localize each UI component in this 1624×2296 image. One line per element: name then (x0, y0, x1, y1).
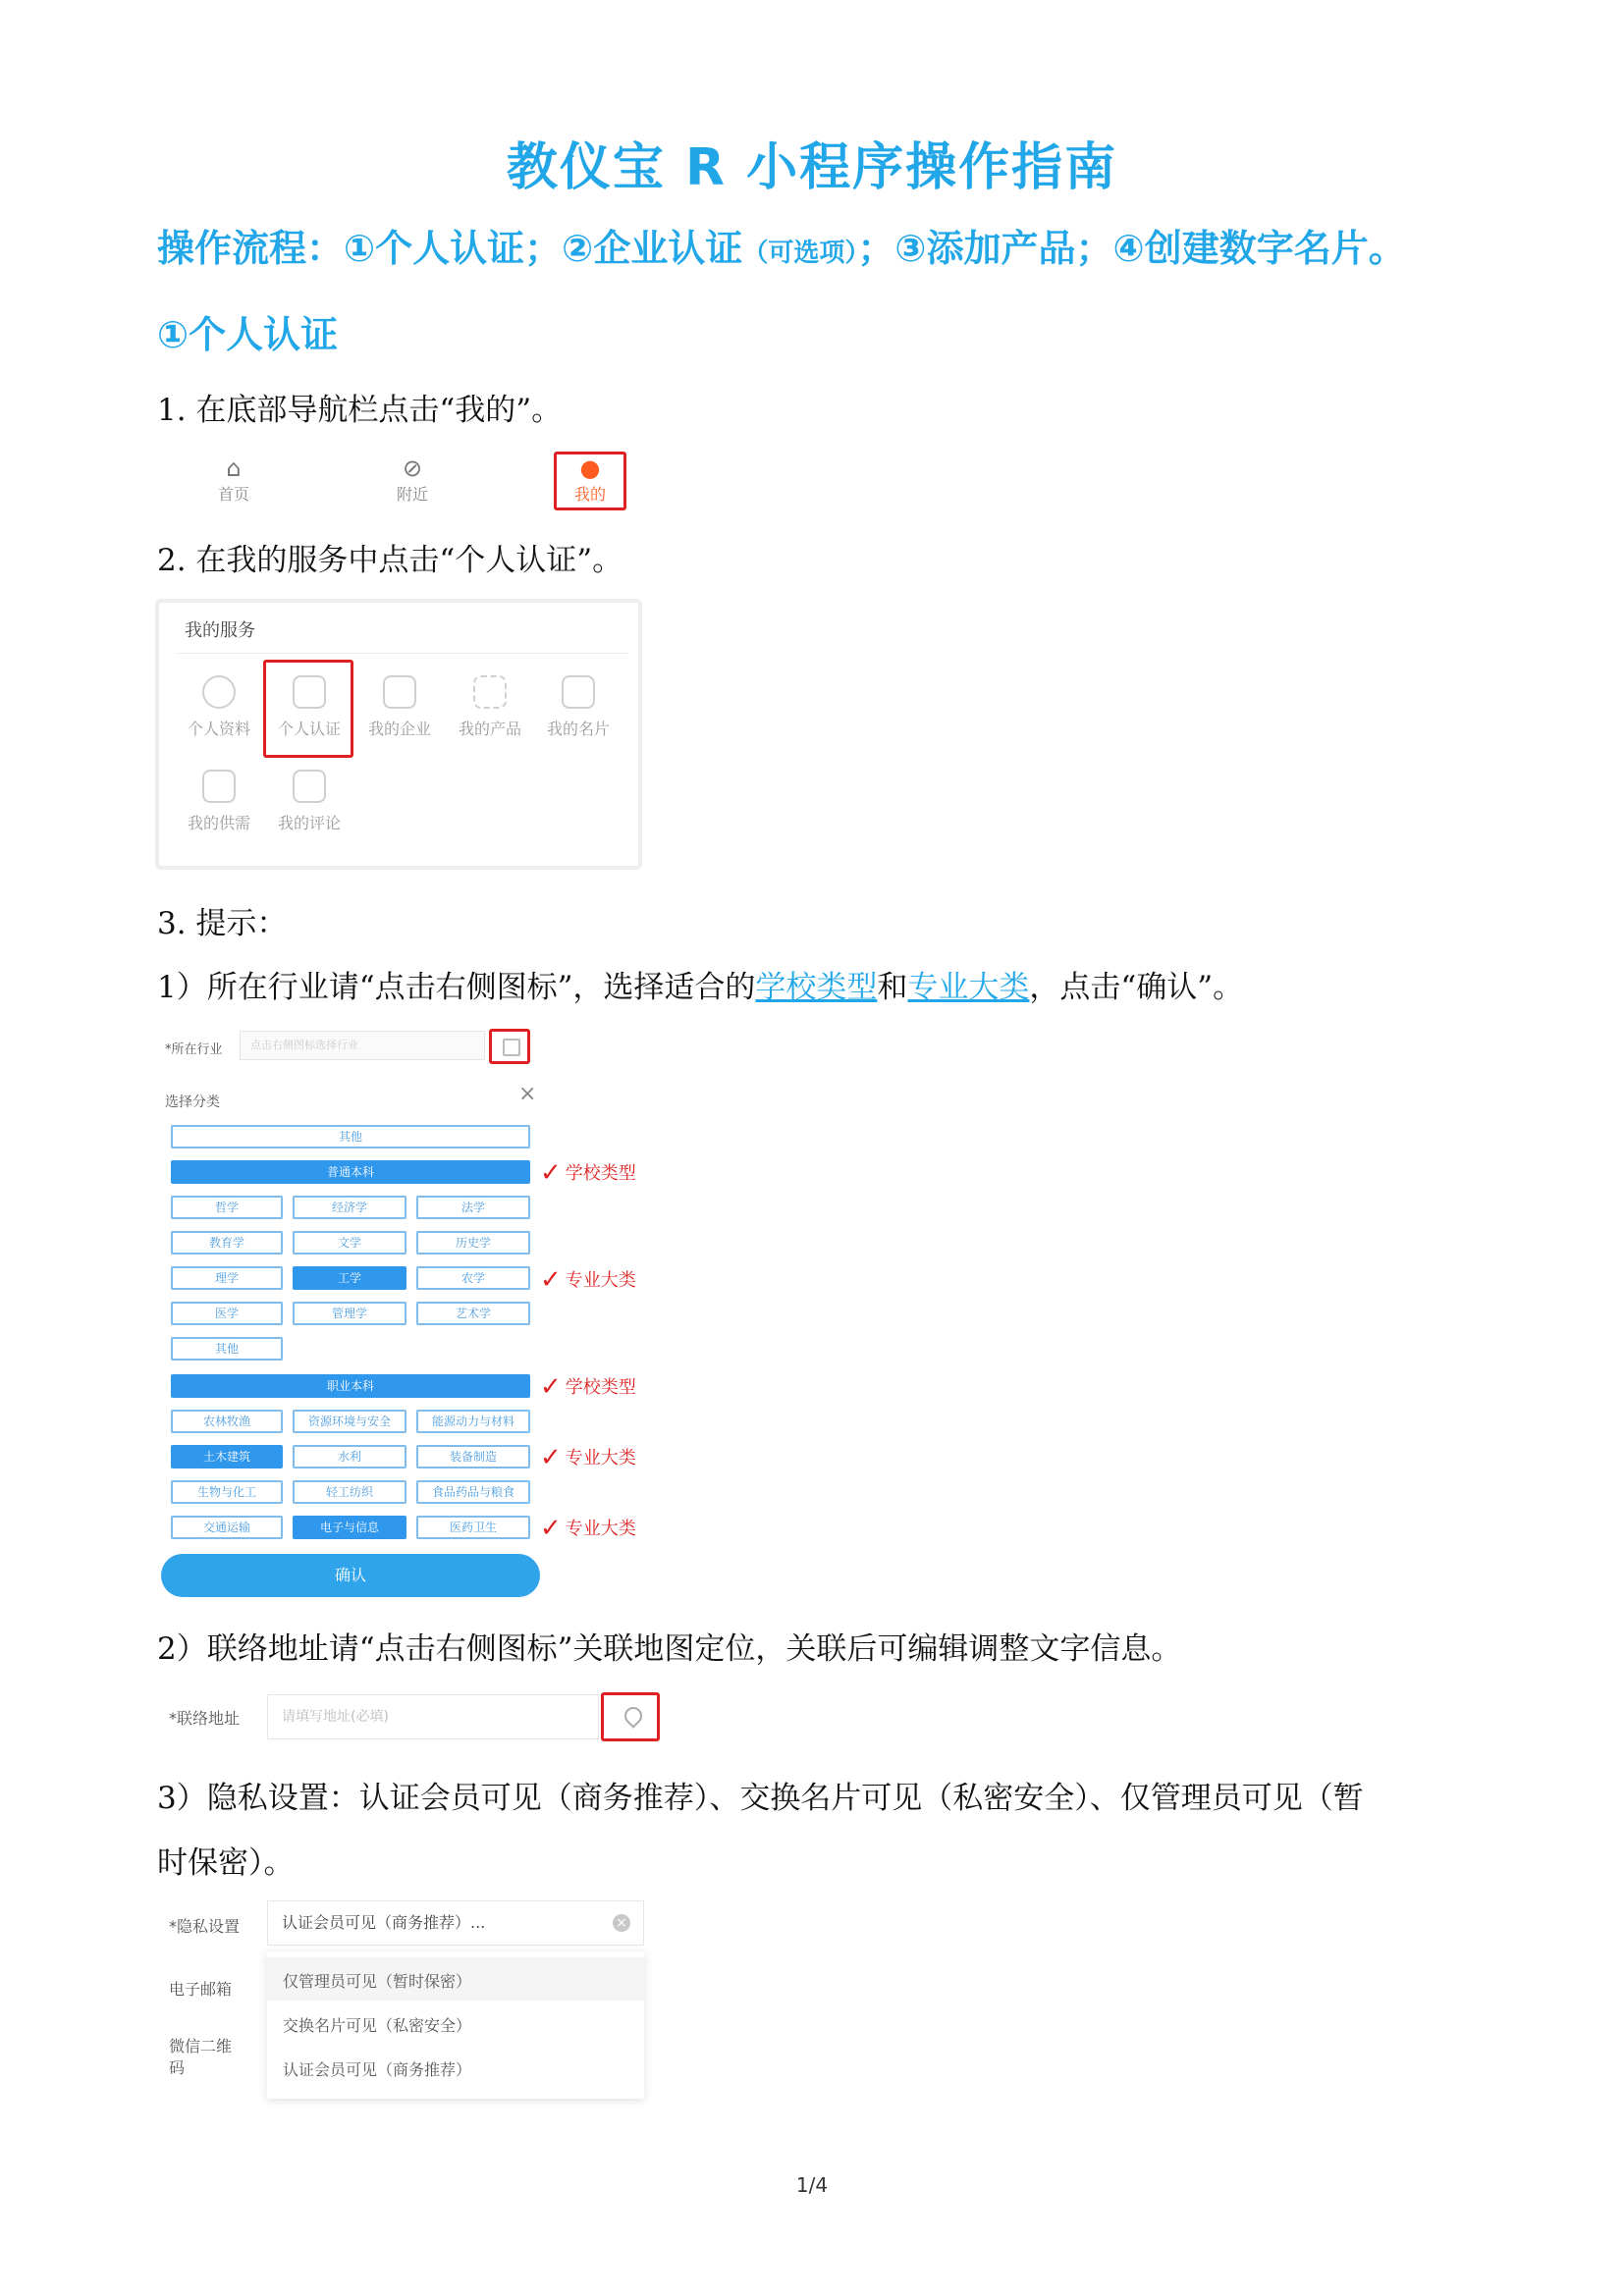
nav-mine[interactable] (556, 454, 624, 505)
industry-input[interactable]: 点击右侧图标选择行业 (240, 1031, 485, 1060)
service-label: 我的产品 (458, 720, 521, 738)
mark-school-type-1: ✓ 学校类型 (540, 1158, 636, 1188)
privacy-label: *隐私设置 (169, 1917, 241, 1936)
chip[interactable]: 农林牧渔 (171, 1410, 283, 1433)
link-school-type[interactable]: 学校类型 (755, 970, 878, 1005)
chip[interactable]: 历史学 (416, 1231, 530, 1255)
tip-3-line-2: 时保密）。 (157, 1845, 295, 1881)
flow-optional: （可选项） (742, 239, 858, 268)
flow-text-a: 操作流程：①个人认证；②企业认证 (157, 227, 743, 270)
chip[interactable]: 食品药品与粮食 (416, 1480, 530, 1504)
service-supply-demand[interactable] (177, 770, 261, 833)
service-label: 我的供需 (187, 814, 250, 832)
home-icon: ⌂ (226, 454, 242, 482)
privacy-option-admin[interactable]: 仅管理员可见（暂时保密） (283, 1972, 472, 1991)
section-heading-personal-auth: ①个人认证 (157, 313, 339, 356)
flow-text-b: ；③添加产品；④创建数字名片。 (857, 227, 1406, 270)
tip-1-text-b: ，点击“确认”。 (1029, 970, 1244, 1005)
mark-major-1: ✓ 专业大类 (540, 1265, 636, 1295)
service-label: 个人资料 (187, 720, 250, 738)
tip-3-line-1: 3）隐私设置：认证会员可见（商务推荐）、交换名片可见（私密安全）、仅管理员可见（暂 (157, 1781, 1364, 1816)
service-personal-auth[interactable] (267, 675, 352, 739)
service-my-comments[interactable] (267, 770, 352, 833)
nav-mine-label: 我的 (573, 485, 606, 504)
chip-vocational[interactable]: 职业本科 (171, 1374, 530, 1398)
chip[interactable]: 哲学 (171, 1196, 283, 1219)
mark-major-3: ✓ 专业大类 (540, 1514, 636, 1543)
privacy-select[interactable]: 认证会员可见（商务推荐）... (267, 1900, 644, 1946)
user-icon: ● (579, 454, 601, 482)
services-divider (177, 653, 628, 654)
chip-electronics[interactable]: 电子与信息 (293, 1516, 406, 1539)
chip-general-undergrad[interactable]: 普通本科 (171, 1160, 530, 1184)
service-label: 我的企业 (367, 720, 431, 738)
step-2: 2. 在我的服务中点击“个人认证”。 (157, 543, 623, 578)
chip[interactable]: 理学 (171, 1266, 283, 1290)
close-icon[interactable]: × (518, 1082, 537, 1106)
chip-other-small[interactable]: 其他 (171, 1337, 283, 1361)
privacy-option-exchange[interactable]: 交换名片可见（私密安全） (283, 2016, 472, 2035)
industry-label: *所在行业 (165, 1042, 223, 1057)
chip[interactable]: 医学 (171, 1302, 283, 1325)
email-label: 电子邮箱 (169, 1980, 233, 1999)
service-label: 我的评论 (277, 814, 341, 832)
address-location-button[interactable] (601, 1692, 660, 1741)
chip[interactable]: 文学 (293, 1231, 406, 1255)
link-major-category[interactable]: 专业大类 (907, 970, 1030, 1005)
edit-icon (503, 1039, 520, 1056)
chip[interactable]: 能源动力与材料 (416, 1410, 530, 1433)
page-title: 教仪宝 R 小程序操作指南 (506, 138, 1118, 197)
tip-1-text-mid: 和 (877, 970, 908, 1005)
chip[interactable]: 法学 (416, 1196, 530, 1219)
chip-other-top[interactable]: 其他 (171, 1125, 530, 1148)
chip[interactable]: 农学 (416, 1266, 530, 1290)
privacy-option-member[interactable]: 认证会员可见（商务推荐） (283, 2060, 472, 2079)
grid-icon (473, 675, 507, 709)
nav-home-label: 首页 (217, 485, 249, 504)
chip[interactable]: 教育学 (171, 1231, 283, 1255)
service-profile[interactable] (177, 675, 261, 739)
service-my-company[interactable] (357, 675, 442, 739)
nav-home[interactable] (199, 454, 268, 505)
step-3: 3. 提示： (157, 906, 288, 941)
mark-school-type-2: ✓ 学校类型 (540, 1372, 636, 1402)
card-icon (562, 675, 595, 709)
chip[interactable]: 轻工纺织 (293, 1480, 406, 1504)
page-number: 1/4 (795, 2173, 829, 2197)
person-icon (202, 675, 236, 709)
address-label: *联络地址 (169, 1709, 241, 1728)
select-category-title: 选择分类 (165, 1095, 220, 1110)
service-label: 我的名片 (546, 720, 610, 738)
document-icon (202, 770, 236, 803)
chip[interactable]: 水利 (293, 1445, 406, 1468)
chip[interactable]: 生物与化工 (171, 1480, 283, 1504)
chip[interactable]: 艺术学 (416, 1302, 530, 1325)
wechat-qr-label: 微信二维码 (169, 2037, 233, 2077)
mark-major-2: ✓ 专业大类 (540, 1443, 636, 1472)
verify-icon (293, 675, 326, 709)
clear-icon[interactable]: × (613, 1914, 630, 1932)
compass-icon: ⊘ (402, 454, 423, 482)
comment-icon (293, 770, 326, 803)
tip-1-text-a: 1）所在行业请“点击右侧图标”，选择适合的 (157, 970, 756, 1005)
chip[interactable]: 经济学 (293, 1196, 406, 1219)
service-my-card[interactable] (536, 675, 621, 739)
operation-flow (157, 218, 1406, 272)
industry-picker-button[interactable] (489, 1029, 530, 1064)
chip-civil-engineering[interactable]: 土木建筑 (171, 1445, 283, 1468)
chip-engineering[interactable]: 工学 (293, 1266, 406, 1290)
chip[interactable]: 交通运输 (171, 1516, 283, 1539)
location-pin-icon (621, 1703, 645, 1728)
address-input[interactable]: 请填写地址(必填) (267, 1694, 599, 1739)
confirm-button[interactable]: 确认 (161, 1554, 540, 1597)
service-label: 个人认证 (277, 720, 341, 738)
tip-1 (157, 962, 1243, 1006)
nav-nearby[interactable] (378, 454, 447, 505)
tip-2: 2）联络地址请“点击右侧图标”关联地图定位，关联后可编辑调整文字信息。 (157, 1631, 1182, 1667)
chip[interactable]: 医药卫生 (416, 1516, 530, 1539)
services-title: 我的服务 (185, 620, 255, 641)
chip[interactable]: 装备制造 (416, 1445, 530, 1468)
step-1: 1. 在底部导航栏点击“我的”。 (157, 393, 563, 428)
nav-nearby-label: 附近 (396, 485, 428, 504)
store-icon (383, 675, 416, 709)
chip[interactable]: 管理学 (293, 1302, 406, 1325)
chip[interactable]: 资源环境与安全 (293, 1410, 406, 1433)
service-my-products[interactable] (448, 675, 532, 739)
